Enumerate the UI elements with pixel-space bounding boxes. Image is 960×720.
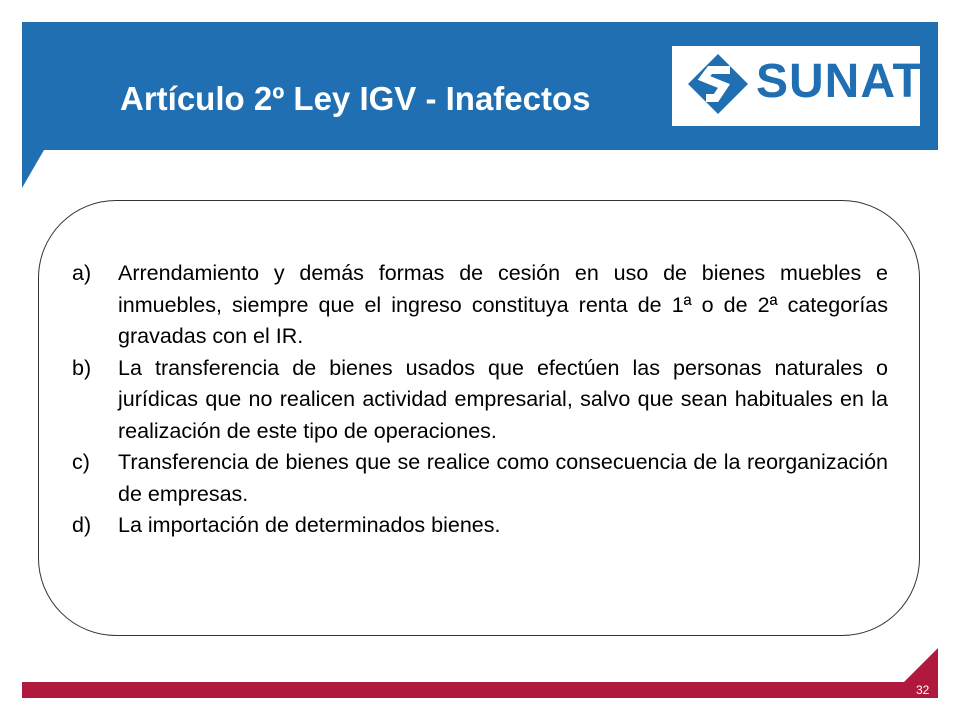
slide-title: Artículo 2º Ley IGV - Inafectos	[120, 80, 591, 117]
list-marker: d)	[72, 513, 92, 537]
list-marker: b)	[72, 355, 92, 380]
list-marker: c)	[72, 450, 90, 474]
list-item-c	[72, 447, 888, 510]
list-item-text: Arrendamiento y demás formas de cesión en uso de bienes muebles e inmuebles, siempre que el ingreso constituya renta de 1ª o de 2ª categorías gravadas con el IR.	[118, 261, 888, 348]
page-number: 32	[916, 683, 930, 697]
list-marker: a)	[72, 261, 92, 285]
footer-triangle-decoration	[904, 648, 938, 682]
sunat-logo-text: SUNAT	[756, 55, 923, 108]
header-tab-decoration	[22, 150, 44, 188]
list-item-text: La transferencia de bienes usados que efectúen las personas naturales o jurídicas que no realicen actividad empresarial, salvo que sean habituales en la realización de este tipo de operaciones.	[118, 355, 888, 443]
list-item-text: La importación de determinados bienes.	[118, 513, 501, 537]
inafectos-list	[72, 258, 888, 542]
footer-bar	[22, 682, 938, 698]
list-item-a	[72, 258, 888, 353]
list-item-d	[72, 510, 888, 542]
list-item-text: Transferencia de bienes que se realice como consecuencia de la reorganización de empresas.	[118, 450, 888, 506]
list-item-b	[72, 353, 888, 448]
sunat-logo-icon	[686, 52, 750, 120]
sunat-logo	[672, 46, 923, 126]
